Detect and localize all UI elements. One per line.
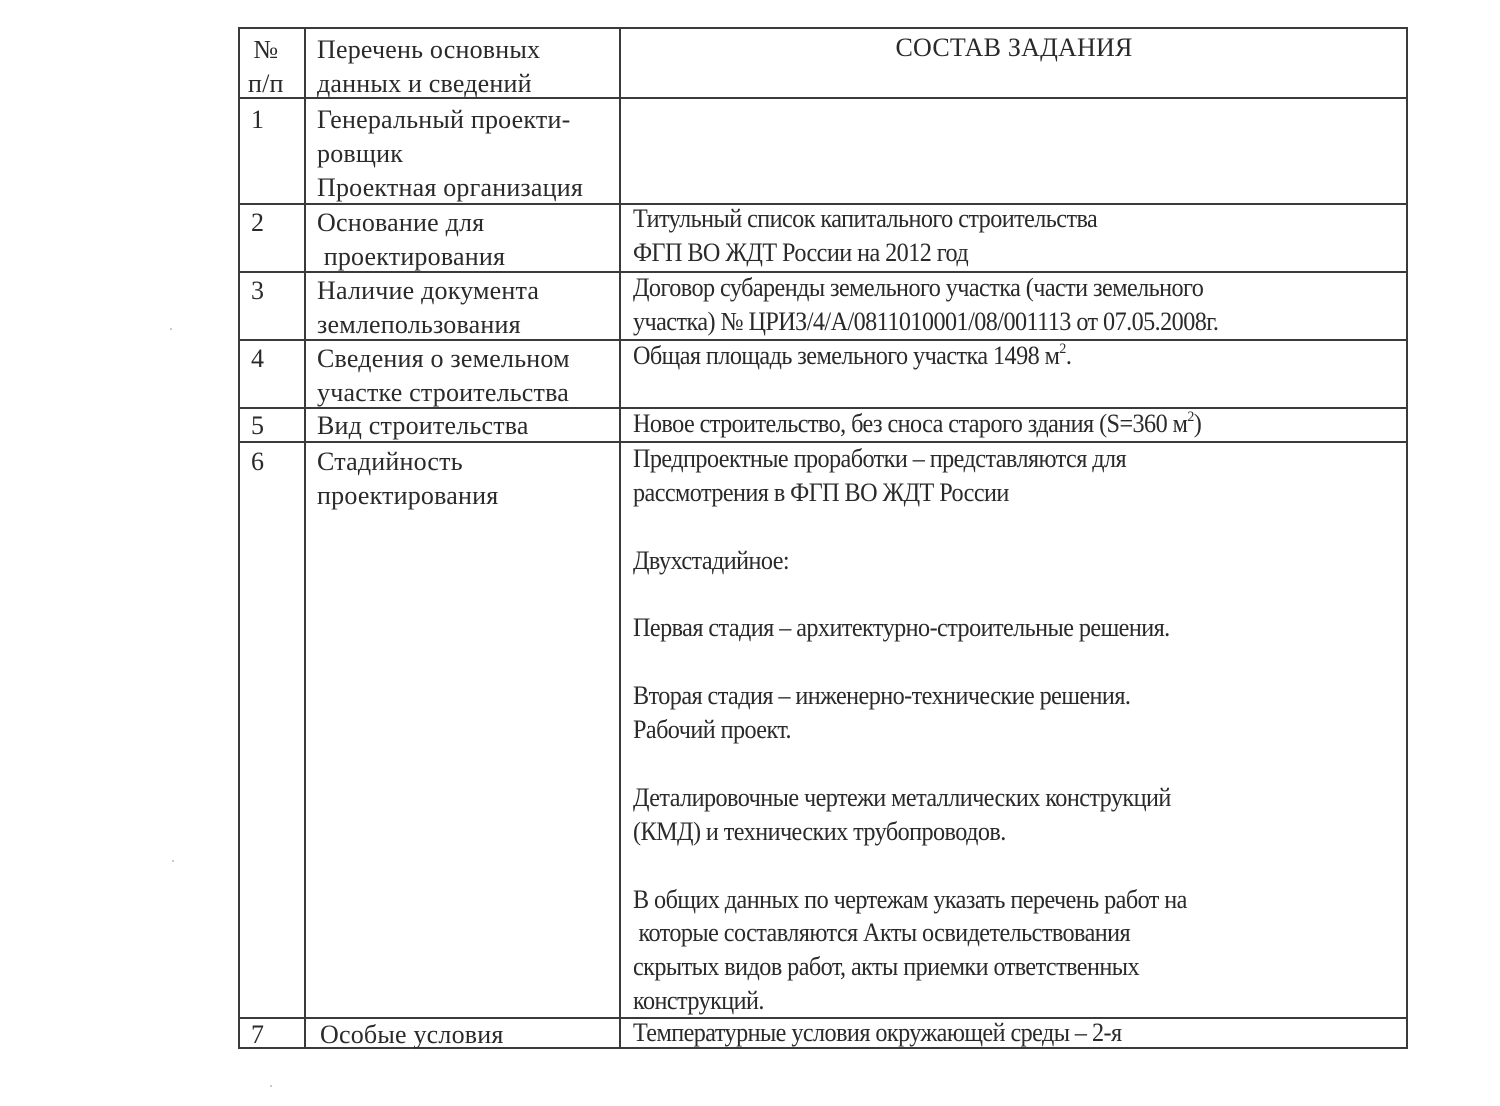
- row-content: [633, 271, 1218, 339]
- requirements-table: [238, 27, 1408, 1049]
- row-content-line: Рабочий проект.: [633, 715, 792, 745]
- row-label: Особые условия: [320, 1020, 504, 1049]
- blank-line: [633, 849, 1187, 883]
- row-content-line: Деталировочные чертежи металлических конструкций: [633, 782, 1171, 812]
- row-content-line: конструкций.: [633, 986, 764, 1016]
- row-label-line: Генеральный проекти-: [317, 105, 571, 134]
- header-title: СОСТАВ ЗАДАНИЯ: [895, 33, 1133, 62]
- row-number: 7: [251, 1020, 265, 1049]
- row-label-line: Проектная организация: [317, 173, 584, 202]
- row-content: [633, 339, 1071, 373]
- row-content: [633, 407, 1201, 441]
- row-content-line: которые составляются Акты освидетельствования: [633, 918, 1131, 948]
- row-content: [633, 442, 1187, 1018]
- row-content-line: Вторая стадия – инженерно-технические решения.: [633, 681, 1131, 711]
- blank-line: [633, 747, 1187, 781]
- superscript: 2: [1187, 409, 1194, 425]
- row-label: [317, 445, 498, 513]
- header-label: [317, 33, 540, 101]
- row-number: 1: [251, 105, 265, 134]
- row-number: 2: [251, 208, 265, 237]
- row-label: [317, 103, 583, 205]
- row-label-line: Основание для: [317, 208, 485, 237]
- blank-line: [633, 578, 1187, 612]
- row-content-line: Первая стадия – архитектурно-строительные решения.: [633, 613, 1170, 643]
- row-label: [317, 274, 539, 342]
- row-label: [317, 206, 505, 274]
- row-label: [317, 342, 570, 410]
- row-content-line: ФГП ВО ЖДТ России на 2012 год: [633, 238, 969, 267]
- row-content-line: В общих данных по чертежам указать перечень работ на: [633, 884, 1187, 914]
- row-label-line: землепользования: [317, 310, 521, 339]
- row-label: Вид строительства: [317, 411, 529, 440]
- row-number: 3: [251, 276, 265, 305]
- row-content: [633, 202, 1097, 270]
- row-number: 6: [251, 447, 265, 476]
- header-label-line: Перечень основных: [317, 35, 541, 64]
- superscript: 2: [1059, 341, 1066, 357]
- row-content-line: Договор субаренды земельного участка (части земельного: [633, 273, 1204, 302]
- column-divider: [619, 29, 621, 1047]
- row-content-text: Новое строительство, без сноса старого здания (S=360 м: [633, 409, 1188, 438]
- row-label-line: Сведения о земельном: [317, 344, 570, 373]
- row-content-line: Титульный список капитального строительства: [633, 204, 1098, 233]
- scan-speck: [170, 328, 172, 330]
- header-label-line: данных и сведений: [317, 69, 532, 98]
- row-label-line: Наличие документа: [317, 276, 540, 305]
- row-content-text: ): [1193, 409, 1202, 438]
- blank-line: [633, 645, 1187, 679]
- row-content-line: (КМД) и технических трубопроводов.: [633, 816, 1006, 846]
- header-number: [248, 33, 284, 101]
- row-content-line: участка) № ЦРИЗ/4/А/0811010001/08/001113 от 07.05.2008г.: [633, 307, 1219, 336]
- header-number-line: №: [253, 35, 279, 64]
- row-content-line: рассмотрения в ФГП ВО ЖДТ России: [633, 477, 1009, 507]
- blank-line: [633, 510, 1187, 544]
- row-content-line: Двухстадийное:: [633, 545, 790, 575]
- row-content-line: скрытых видов работ, акты приемки ответственных: [633, 952, 1139, 982]
- row-content-text: Общая площадь земельного участка 1498 м: [633, 341, 1060, 370]
- row-content-text: .: [1065, 341, 1072, 370]
- row-label-line: Стадийность: [317, 447, 463, 476]
- header-number-line: п/п: [248, 69, 284, 98]
- row-content: Температурные условия окружающей среды – 2-я: [633, 1018, 1122, 1047]
- row-label-line: проектирования: [317, 481, 499, 510]
- row-label-line: ровщик: [317, 139, 404, 168]
- scan-speck: [172, 860, 174, 862]
- row-content-line: Предпроектные проработки – представляются для: [633, 444, 1127, 473]
- scan-speck: [270, 1085, 272, 1087]
- row-number: 4: [251, 344, 265, 373]
- column-divider: [304, 29, 306, 1047]
- row-label-line: участке строительства: [317, 378, 569, 407]
- row-number: 5: [251, 411, 265, 440]
- row-label-line: проектирования: [317, 242, 506, 271]
